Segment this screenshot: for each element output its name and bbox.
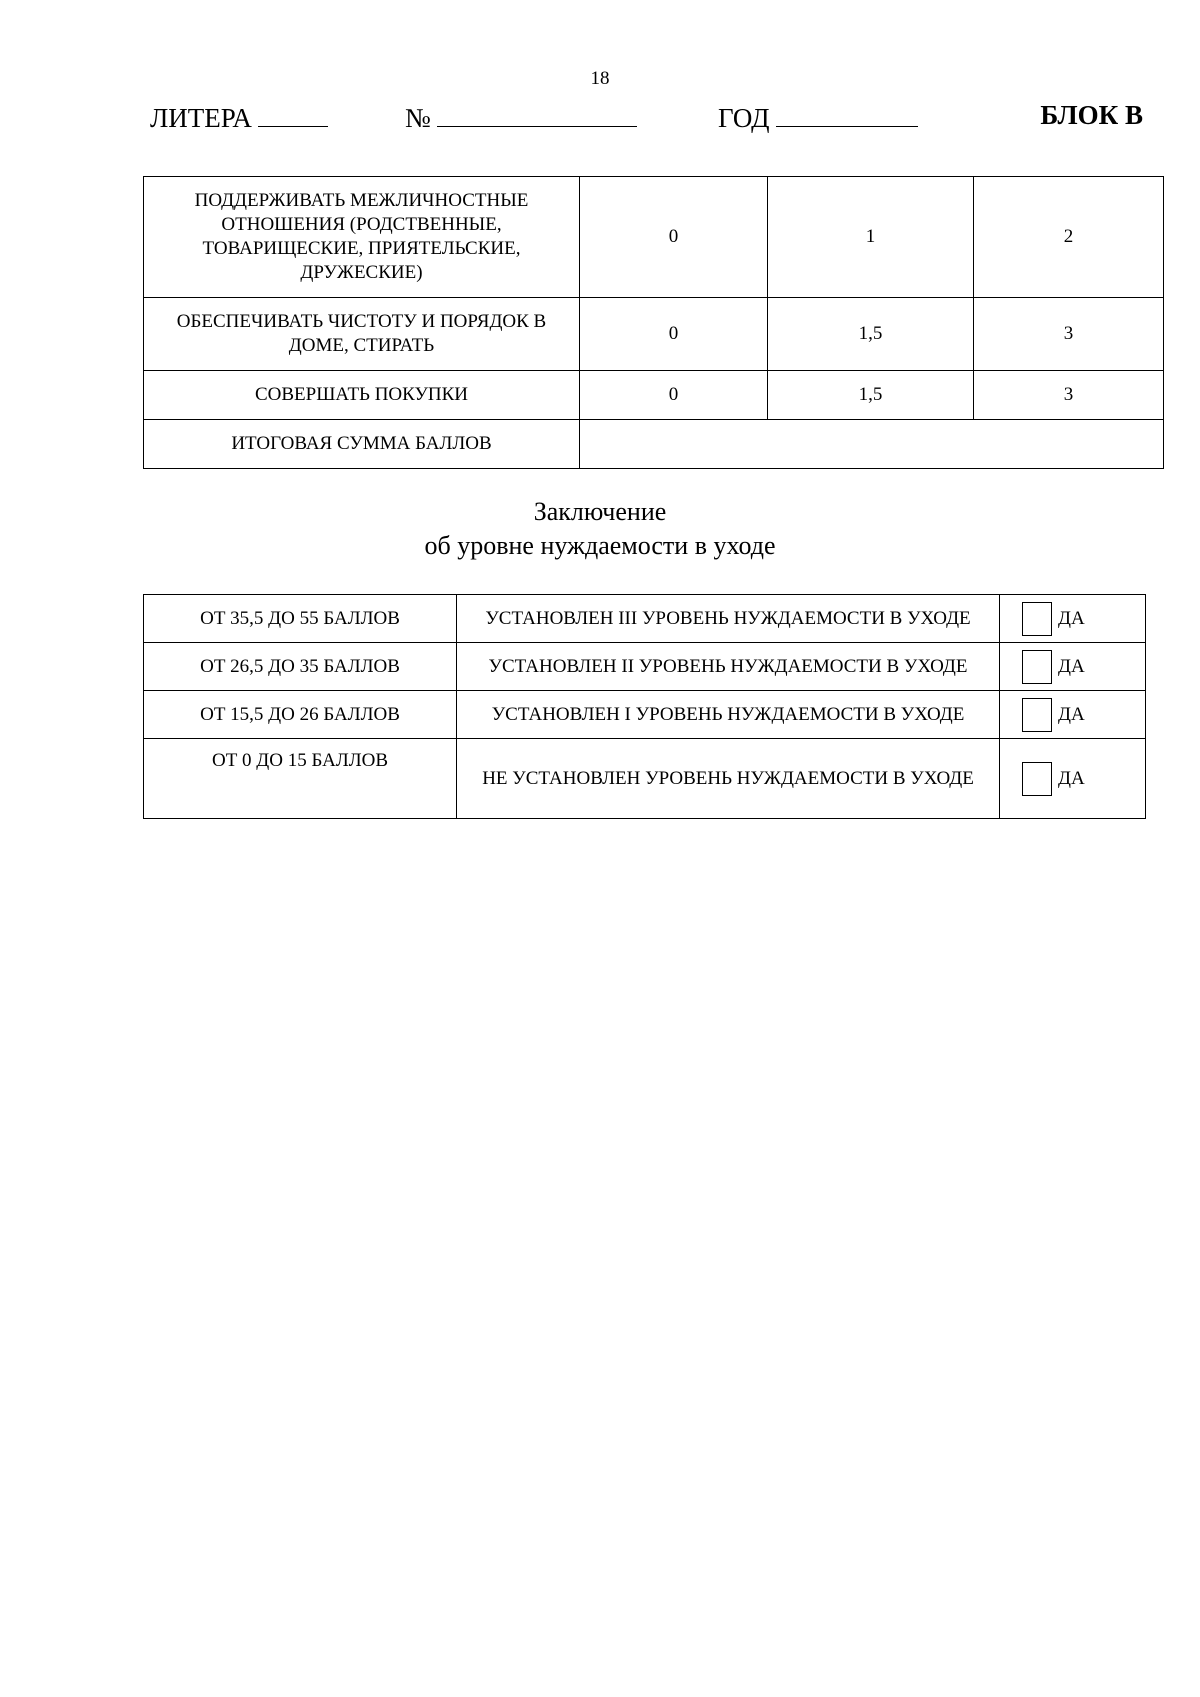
litera-field bbox=[150, 100, 328, 134]
conclusion-title-line2: об уровне нуждаемости в уходе bbox=[424, 531, 776, 560]
yes-label: ДА bbox=[1058, 607, 1085, 629]
score-cell: 0 bbox=[580, 371, 768, 420]
litera-blank[interactable] bbox=[258, 100, 328, 127]
number-label: № bbox=[405, 103, 431, 133]
result-cell: УСТАНОВЛЕН III УРОВЕНЬ НУЖДАЕМОСТИ В УХОДЕ bbox=[457, 595, 1000, 643]
score-cell: 1,5 bbox=[768, 371, 974, 420]
range-cell: ОТ 26,5 ДО 35 БАЛЛОВ bbox=[144, 643, 457, 691]
table-row bbox=[144, 739, 1146, 819]
year-field bbox=[718, 100, 918, 134]
score-cell: 3 bbox=[974, 298, 1164, 371]
activity-cell: СОВЕРШАТЬ ПОКУПКИ bbox=[144, 371, 580, 420]
range-cell: ОТ 15,5 ДО 26 БАЛЛОВ bbox=[144, 691, 457, 739]
table-row bbox=[144, 371, 1164, 420]
page-number: 18 bbox=[590, 68, 610, 89]
form-header bbox=[150, 100, 1143, 140]
score-cell: 0 bbox=[580, 298, 768, 371]
yes-cell bbox=[1000, 643, 1146, 691]
total-row bbox=[144, 420, 1164, 469]
range-cell: ОТ 0 ДО 15 БАЛЛОВ bbox=[144, 739, 457, 819]
conclusion-title-line1: Заключение bbox=[533, 497, 667, 526]
score-cell: 1 bbox=[768, 177, 974, 298]
table-row bbox=[144, 298, 1164, 371]
total-value-cell[interactable] bbox=[580, 420, 1164, 469]
score-cell: 0 bbox=[580, 177, 768, 298]
yes-checkbox[interactable] bbox=[1022, 602, 1052, 636]
conclusion-table bbox=[143, 594, 1146, 819]
conclusion-title bbox=[0, 495, 1200, 563]
table-row bbox=[144, 691, 1146, 739]
activity-cell: ПОДДЕРЖИВАТЬ МЕЖЛИЧНОСТНЫЕ ОТНОШЕНИЯ (РОДСТВЕННЫЕ, ТОВАРИЩЕСКИЕ, ПРИЯТЕЛЬСКИЕ, ДРУЖЕСКИЕ) bbox=[144, 177, 580, 298]
score-cell: 1,5 bbox=[768, 298, 974, 371]
total-label: ИТОГОВАЯ СУММА БАЛЛОВ bbox=[144, 420, 580, 469]
yes-cell bbox=[1000, 739, 1146, 819]
table-row bbox=[144, 643, 1146, 691]
yes-cell bbox=[1000, 691, 1146, 739]
table-row bbox=[144, 177, 1164, 298]
result-cell: УСТАНОВЛЕН II УРОВЕНЬ НУЖДАЕМОСТИ В УХОДЕ bbox=[457, 643, 1000, 691]
yes-label: ДА bbox=[1058, 767, 1085, 789]
score-cell: 3 bbox=[974, 371, 1164, 420]
result-cell: УСТАНОВЛЕН I УРОВЕНЬ НУЖДАЕМОСТИ В УХОДЕ bbox=[457, 691, 1000, 739]
score-table bbox=[143, 176, 1164, 469]
litera-label: ЛИТЕРА bbox=[150, 103, 252, 133]
result-cell: НЕ УСТАНОВЛЕН УРОВЕНЬ НУЖДАЕМОСТИ В УХОДЕ bbox=[457, 739, 1000, 819]
number-field bbox=[405, 100, 637, 134]
year-blank[interactable] bbox=[776, 100, 918, 127]
year-label: ГОД bbox=[718, 103, 770, 133]
yes-checkbox[interactable] bbox=[1022, 650, 1052, 684]
block-label: БЛОК В bbox=[1040, 100, 1143, 130]
yes-label: ДА bbox=[1058, 655, 1085, 677]
table-row bbox=[144, 595, 1146, 643]
activity-cell: ОБЕСПЕЧИВАТЬ ЧИСТОТУ И ПОРЯДОК В ДОМЕ, СТИРАТЬ bbox=[144, 298, 580, 371]
yes-checkbox[interactable] bbox=[1022, 698, 1052, 732]
yes-cell bbox=[1000, 595, 1146, 643]
yes-checkbox[interactable] bbox=[1022, 762, 1052, 796]
score-cell: 2 bbox=[974, 177, 1164, 298]
range-cell: ОТ 35,5 ДО 55 БАЛЛОВ bbox=[144, 595, 457, 643]
yes-label: ДА bbox=[1058, 703, 1085, 725]
number-blank[interactable] bbox=[437, 100, 637, 127]
